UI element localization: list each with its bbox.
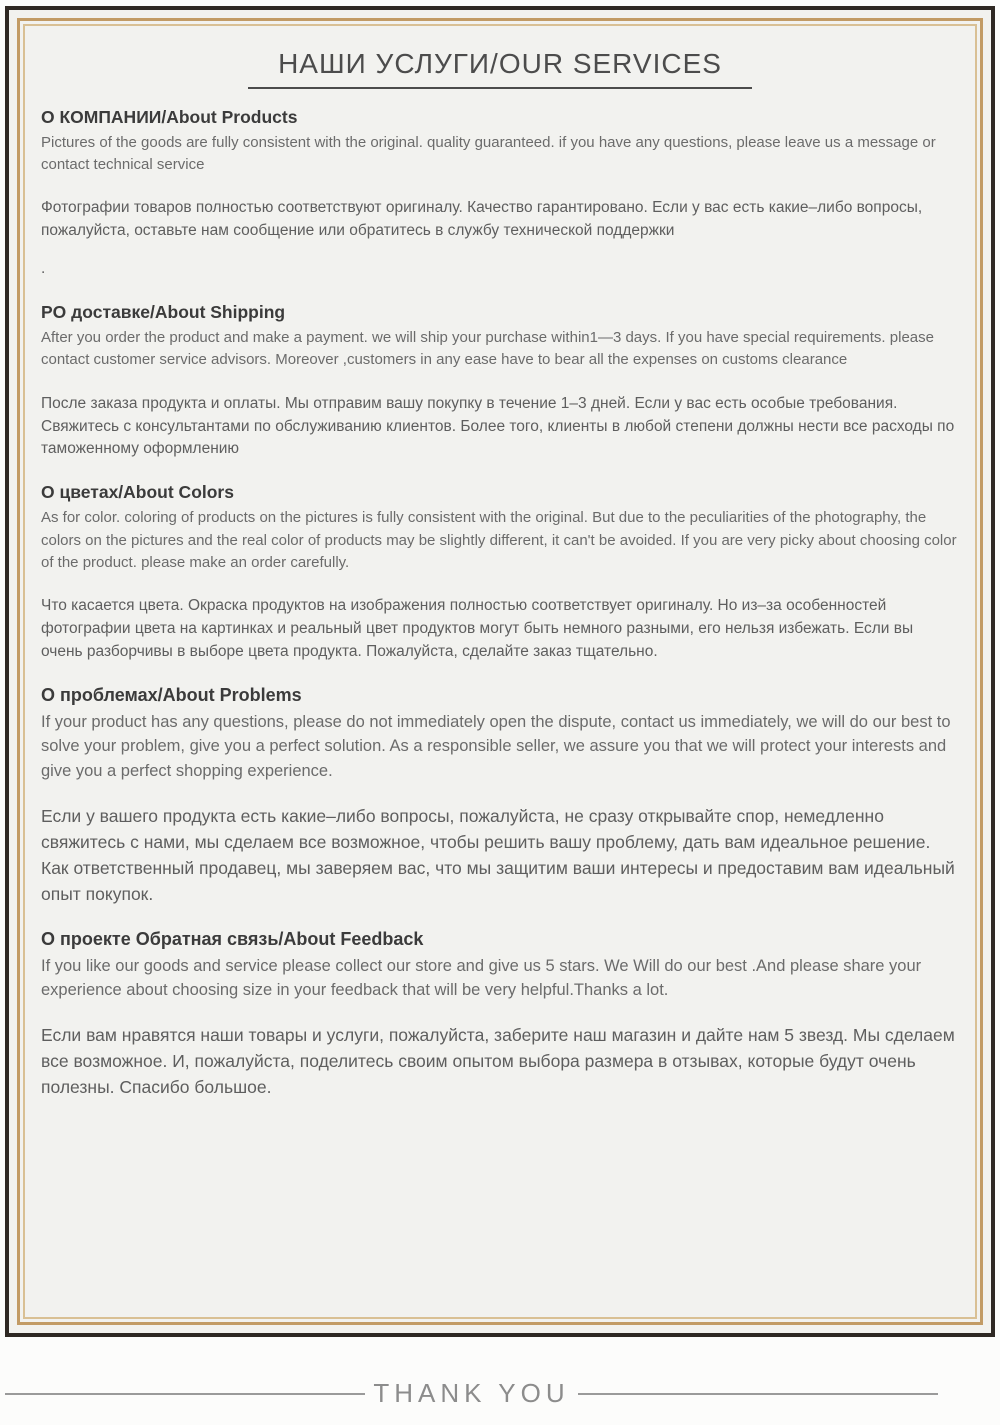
- footer-divider-left: [5, 1393, 365, 1395]
- section-text-ru: Что касается цвета. Окраска продуктов на изображения полностью соответствует оригиналу. Но из–за особенностей фотографии цвета на картинках и реальный цвет продуктов могут быть немного разными, его нельзя избежать. Если вы очень разборчивы в выборе цвета продукта. Пожалуйста, сделайте заказ тщательно.: [41, 596, 914, 660]
- stray-period: .: [41, 260, 46, 278]
- section-about-shipping: [41, 302, 959, 461]
- section-text-en: If your product has any questions, please do not immediately open the dispute, contact us immediately, we will do our best to solve your problem, give you a perfect solution. As a responsible seller, we assure you that we will protect your interests and give you a perfect shopping experience.: [41, 712, 951, 780]
- gold-border-inner: [23, 24, 977, 1319]
- section-text-ru: Если вам нравятся наши товары и услуги, пожалуйста, заберите наш магазин и дайте нам 5 звезд. Мы сделаем все возможное. И, пожалуйста, поделитесь своим опытом выбора размера в отзывах, которые будут очень полезны. Спасибо большое.: [41, 1025, 955, 1098]
- section-heading: О цветах/About Colors: [41, 482, 234, 503]
- footer-thank-you: THANK YOU: [373, 1378, 570, 1408]
- decorative-frame: [5, 6, 995, 1337]
- section-heading: О КОМПАНИИ/About Products: [41, 107, 298, 127]
- section-about-feedback: [41, 929, 959, 1101]
- section-about-colors: [41, 482, 959, 663]
- section-heading: О проблемах/About Problems: [41, 684, 302, 705]
- title-block: [41, 48, 959, 89]
- section-about-problems: [41, 685, 959, 908]
- section-heading: PO доставке/About Shipping: [41, 302, 286, 323]
- footer-divider-right: [578, 1393, 938, 1395]
- section-text-ru: После заказа продукта и оплаты. Мы отправим вашу покупку в течение 1–3 дней. Если у вас есть особые требования. Свяжитесь с консультантами по обслуживанию клиентов. Более того, клиенты в любой степени должны нести все расходы по таможенному оформлению: [41, 394, 955, 458]
- section-text-en: If you like our goods and service please collect our store and give us 5 stars. We Will do our best .And please share your experience about choosing size in your feedback that will be very helpful.Thanks a lot.: [41, 956, 922, 999]
- section-text-ru: Фотографии товаров полностью соответствуют оригиналу. Качество гарантировано. Если у вас есть какие–либо вопросы, пожалуйста, оставьте нам сообщение или обратитесь в службу технической поддержки: [41, 199, 923, 240]
- section-text-en: After you order the product and make a payment. we will ship your purchase within1—3 days. If you have special requirements. please contact customer service advisors. Moreover ,customers in any ease have to bear all the expenses on customs clearance: [41, 329, 934, 369]
- gold-border-outer: [17, 18, 983, 1325]
- section-about-products: [41, 107, 959, 281]
- footer: [0, 1378, 1000, 1409]
- page-title: НАШИ УСЛУГИ/OUR SERVICES: [248, 48, 752, 89]
- section-text-ru: Если у вашего продукта есть какие–либо вопросы, пожалуйста, не сразу открывайте спор, немедленно свяжитесь с нами, мы сделаем все возможное, чтобы решить вашу проблему, дать вам идеальное решение. Как ответственный продавец, мы заверяем вас, что мы защитим ваши интересы и предоставим вам идеальный опыт покупок.: [41, 805, 955, 904]
- section-text-en: Pictures of the goods are fully consistent with the original. quality guaranteed. if you have any questions, please leave us a message or contact technical service: [41, 134, 936, 174]
- section-text-en: As for color. coloring of products on the pictures is fully consistent with the original. But due to the peculiarities of the photography, the colors on the pictures and the real color of products may be slightly different, it can't be avoided. If you are very picky about choosing color of the product. please make an order carefully.: [41, 509, 957, 571]
- section-heading: О проекте Обратная связь/About Feedback: [41, 928, 424, 949]
